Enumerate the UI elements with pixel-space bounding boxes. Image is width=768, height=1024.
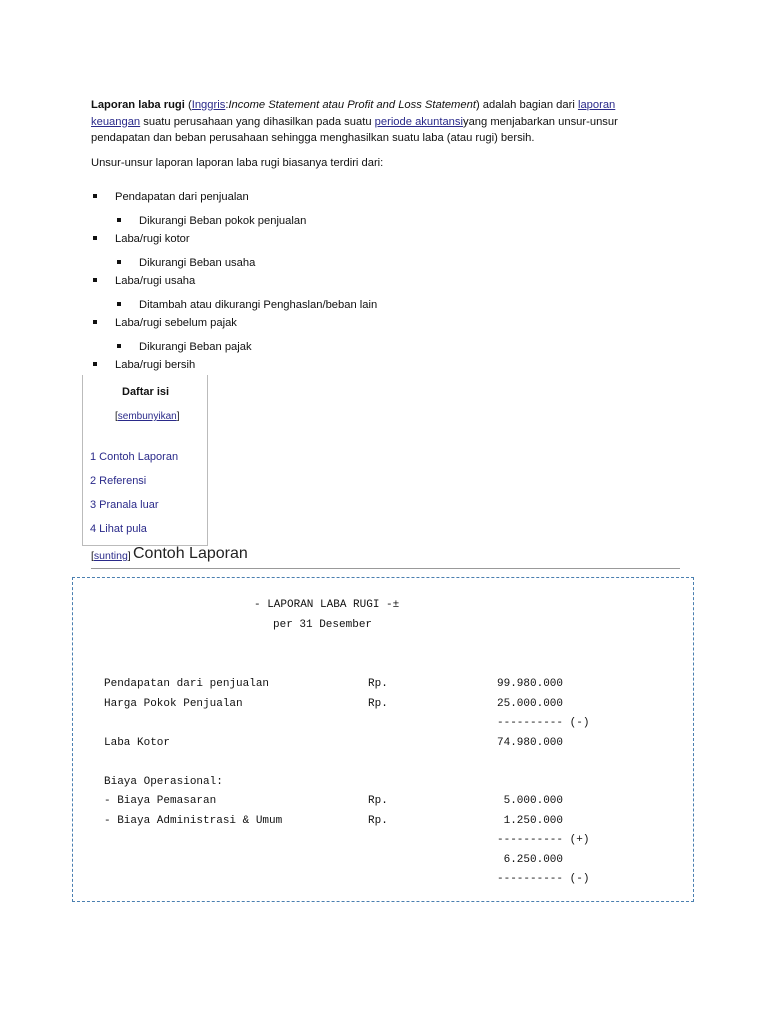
- list-item-text: Laba/rugi usaha: [115, 275, 196, 287]
- statement-row-label: Harga Pokok Penjualan: [104, 697, 243, 710]
- statement-row-label: Biaya Operasional:: [104, 775, 223, 788]
- section-edit-link[interactable]: sunting: [93, 550, 128, 562]
- statement-row-label: - Biaya Administrasi & Umum: [104, 814, 283, 827]
- list-item: [115, 274, 195, 288]
- toc-item-lihat-pula[interactable]: 4 Lihat pula: [90, 523, 147, 535]
- statement-date: per 31 Desember: [273, 619, 373, 631]
- statement-row-currency: Rp.: [368, 697, 388, 710]
- section-edit-close: ]: [127, 550, 131, 562]
- list-item-text: Ditambah atau dikurangi Penghaslan/beban lain: [139, 299, 378, 311]
- link-periode-akuntansi[interactable]: periode akuntansi: [374, 115, 463, 128]
- intro-line-3: pendapatan dan beban perusahaan sehingga menghasilkan suatu laba (atau rugi) bersih.: [91, 132, 535, 144]
- list-item-text: Laba/rugi bersih: [115, 359, 196, 371]
- intro-mid-text: ) adalah bagian dari: [475, 99, 578, 111]
- statement-row-amount: ---------- (-): [497, 873, 590, 885]
- statement-row-currency: Rp.: [368, 814, 388, 827]
- bullet-icon: [117, 344, 121, 348]
- intro-after-report: suatu perusahaan yang dihasilkan pada suatu: [140, 115, 375, 128]
- list-item: [139, 256, 255, 270]
- list-item-text: Laba/rugi sebelum pajak: [115, 317, 237, 329]
- section-title: Contoh Laporan: [133, 545, 248, 562]
- subintro-text: Unsur-unsur laporan laporan laba rugi biasanya terdiri dari:: [91, 157, 384, 169]
- statement-row-amount: ---------- (-): [497, 717, 590, 729]
- statement-row-currency: Rp.: [368, 795, 388, 807]
- bullet-icon: [93, 320, 97, 324]
- bullet-icon: [117, 302, 121, 306]
- statement-row-amount: 5.000.000: [497, 795, 564, 807]
- toc-item-referensi[interactable]: 2 Referensi: [90, 475, 147, 487]
- toc-hide-open: [: [115, 411, 118, 422]
- toc-item-pranala-luar[interactable]: 3 Pranala luar: [90, 499, 159, 511]
- section-edit: [91, 550, 131, 562]
- list-item: [139, 340, 252, 354]
- toc-hide-link[interactable]: sembunyikan: [117, 411, 177, 422]
- list-item: [139, 214, 306, 228]
- list-item-text: Laba/rugi kotor: [115, 233, 190, 245]
- bullet-icon: [93, 362, 97, 366]
- bullet-icon: [93, 236, 97, 240]
- toc-hide-toggle: [115, 411, 179, 422]
- list-item-text: Pendapatan dari penjualan: [115, 191, 249, 203]
- intro-term: Laporan laba rugi: [91, 99, 185, 111]
- intro-paragraph: [91, 97, 651, 147]
- intro-english-term: Income Statement atau Profit and Loss Statement: [228, 99, 476, 111]
- bullet-icon: [117, 218, 121, 222]
- list-item: [139, 298, 377, 312]
- statement-row-label: - Biaya Pemasaran: [104, 795, 217, 807]
- bullet-icon: [117, 260, 121, 264]
- bullet-icon: [93, 194, 97, 198]
- section-divider: [91, 568, 680, 569]
- list-item: [115, 358, 195, 372]
- bullet-icon: [93, 278, 97, 282]
- link-inggris[interactable]: Inggris: [191, 99, 226, 111]
- statement-row-currency: Rp.: [368, 678, 388, 690]
- toc-item-contoh-laporan[interactable]: 1 Contoh Laporan: [90, 451, 179, 463]
- intro-colon: :: [225, 99, 229, 111]
- statement-row-amount: 6.250.000: [497, 853, 564, 866]
- list-item-text: Dikurangi Beban usaha: [139, 257, 256, 269]
- section-edit-open: [: [91, 550, 94, 562]
- list-item-text: Dikurangi Beban pajak: [139, 341, 252, 353]
- statement-title: - LAPORAN LABA RUGI -±: [254, 599, 400, 611]
- statement-row-label: Pendapatan dari penjualan: [104, 678, 270, 690]
- statement-row-label: Laba Kotor: [104, 736, 171, 749]
- statement-row-amount: 25.000.000: [497, 697, 564, 710]
- link-keuangan[interactable]: keuangan: [91, 115, 141, 128]
- list-item: [115, 316, 237, 330]
- intro-open-paren: (: [184, 99, 192, 111]
- statement-row-amount: ---------- (+): [497, 834, 590, 846]
- statement-row-amount: 1.250.000: [497, 814, 564, 827]
- statement-row-amount: 74.980.000: [497, 736, 564, 749]
- list-item-text: Dikurangi Beban pokok penjualan: [139, 215, 307, 227]
- toc-title: Daftar isi: [122, 386, 170, 398]
- toc-hide-close: ]: [176, 411, 180, 422]
- statement-row-amount: 99.980.000: [497, 678, 564, 690]
- intro-after-period: yang menjabarkan unsur-unsur: [462, 115, 618, 128]
- link-laporan[interactable]: laporan: [577, 99, 616, 111]
- list-item: [115, 232, 190, 246]
- list-item: [115, 190, 249, 204]
